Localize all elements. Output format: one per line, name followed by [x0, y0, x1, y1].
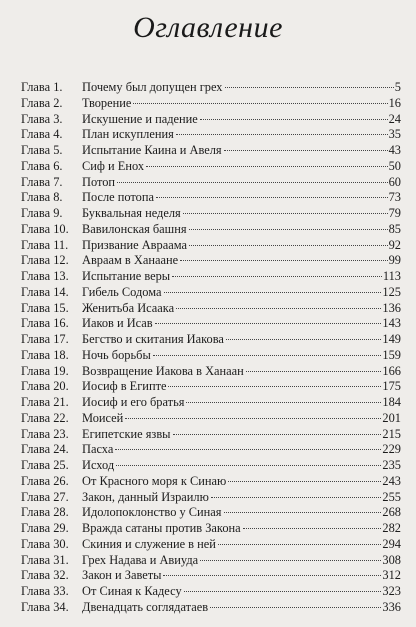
chapter-title: Бегство и скитания Иакова [82, 332, 224, 346]
dot-leader [164, 292, 382, 293]
chapter-label: Глава 30. [21, 536, 69, 551]
dot-leader [180, 260, 388, 261]
dot-leader [117, 182, 388, 183]
page-number: 35 [388, 127, 401, 142]
dot-leader [211, 497, 382, 498]
toc-entry [21, 348, 401, 364]
chapter-label: Глава 21. [21, 395, 69, 409]
toc-entry [21, 442, 401, 458]
toc-entry [21, 112, 401, 128]
page-number: 166 [382, 363, 401, 378]
chapter-title: Вражда сатаны против Закона [82, 521, 241, 535]
dot-leader [210, 607, 381, 608]
chapter-title: Испытание веры [82, 269, 171, 283]
chapter-title: Египетские язвы [82, 426, 171, 441]
page-number: 201 [382, 410, 401, 425]
chapter-label: Глава 17. [21, 332, 69, 346]
dot-leader [189, 245, 388, 246]
toc-entry [21, 301, 401, 317]
toc-entry [21, 96, 401, 112]
chapter-title: Скиния и служение в ней [82, 536, 216, 551]
chapter-label: Глава 33. [21, 584, 69, 598]
chapter-label: Глава 14. [21, 284, 69, 299]
chapter-label: Глава 4. [21, 127, 63, 142]
toc-entry [21, 238, 401, 254]
toc-entry [21, 490, 401, 506]
chapter-label: Глава 32. [21, 568, 69, 583]
chapter-title: Женитьба Исаака [82, 300, 175, 315]
toc-entry [21, 553, 401, 569]
chapter-label: Глава 15. [21, 300, 69, 315]
page-number: 125 [382, 284, 401, 299]
chapter-title: Возвращение Иакова в Ханаан [82, 363, 244, 378]
chapter-label: Глава 20. [21, 379, 69, 394]
toc-entry [21, 127, 401, 143]
chapter-title: Закон и Заветы [82, 568, 162, 583]
dot-leader [125, 418, 381, 419]
chapter-title: После потопа [82, 190, 154, 205]
chapter-title: Буквальная неделя [82, 206, 181, 220]
toc-entry [21, 584, 401, 600]
page-number: 79 [388, 206, 401, 220]
toc-entry [21, 222, 401, 238]
chapter-title: Гибель Содома [82, 284, 162, 299]
page-number: 99 [388, 253, 401, 268]
dot-leader [176, 134, 388, 135]
toc-entry [21, 364, 401, 380]
chapter-label: Глава 8. [21, 190, 63, 205]
chapter-title: Иаков и Исав [82, 316, 153, 331]
page-number: 16 [388, 95, 401, 110]
page-number: 73 [388, 190, 401, 205]
dot-leader [184, 591, 382, 592]
chapter-title: Вавилонская башня [82, 221, 187, 236]
chapter-label: Глава 9. [21, 206, 63, 220]
toc-entry [21, 505, 401, 521]
page-title: Оглавление [133, 11, 283, 44]
dot-leader [155, 323, 382, 324]
chapter-title: Моисей [82, 410, 124, 425]
toc-entry [21, 175, 401, 191]
chapter-title: Идолопоклонство у Синая [82, 505, 222, 520]
chapter-title: Искушение и падение [82, 111, 198, 126]
toc-entry [21, 159, 401, 175]
chapter-title: Авраам в Ханаане [82, 253, 179, 268]
chapter-label: Глава 16. [21, 316, 69, 331]
chapter-title: Творение [82, 95, 132, 110]
toc-entry [21, 332, 401, 348]
toc-entry [21, 537, 401, 553]
chapter-title: Потоп [82, 174, 116, 189]
toc-entry [21, 285, 401, 301]
dot-leader [228, 481, 381, 482]
dot-leader [172, 276, 382, 277]
chapter-label: Глава 31. [21, 552, 69, 567]
page-number: 294 [382, 536, 401, 551]
dot-leader [146, 166, 388, 167]
toc-entry [21, 253, 401, 269]
toc-entry [21, 316, 401, 332]
page-number: 235 [382, 458, 401, 472]
chapter-label: Глава 19. [21, 363, 69, 378]
chapter-label: Глава 2. [21, 95, 63, 110]
chapter-title: Иосиф в Египте [82, 379, 167, 394]
chapter-label: Глава 18. [21, 347, 69, 362]
toc-entry [21, 206, 401, 222]
chapter-title: Призвание Авраама [82, 237, 187, 252]
dot-leader [186, 402, 381, 403]
page-number: 5 [394, 80, 401, 94]
page-number: 243 [382, 473, 401, 488]
page-number: 255 [382, 489, 401, 504]
dot-leader [163, 575, 381, 576]
page-number: 113 [382, 269, 401, 283]
toc-entry [21, 269, 401, 285]
toc-entry [21, 379, 401, 395]
page-number: 336 [382, 599, 401, 614]
toc-entry [21, 568, 401, 584]
dot-leader [225, 87, 394, 88]
chapter-title: План искупления [82, 127, 174, 142]
toc-entry [21, 521, 401, 537]
chapter-label: Глава 27. [21, 489, 69, 504]
toc-entry [21, 458, 401, 474]
chapter-title: Иосиф и его братья [82, 395, 185, 409]
dot-leader [224, 150, 388, 151]
page-number: 268 [382, 505, 401, 520]
chapter-label: Глава 34. [21, 599, 69, 614]
chapter-label: Глава 7. [21, 174, 63, 189]
dot-leader [133, 103, 387, 104]
page-number: 229 [382, 442, 401, 457]
page-number: 159 [382, 347, 401, 362]
toc-entry [21, 143, 401, 159]
chapter-label: Глава 1. [21, 80, 63, 94]
chapter-label: Глава 26. [21, 473, 69, 488]
toc-entry [21, 190, 401, 206]
dot-leader [246, 371, 382, 372]
chapter-title: Сиф и Енох [82, 158, 145, 173]
page-number: 323 [382, 584, 401, 598]
page-number: 92 [388, 237, 401, 252]
toc-entry [21, 411, 401, 427]
chapter-title: Пасха [82, 442, 114, 457]
page-number: 282 [382, 521, 401, 535]
chapter-label: Глава 3. [21, 111, 63, 126]
page-number: 215 [382, 426, 401, 441]
chapter-title: Почему был допущен грех [82, 80, 223, 94]
chapter-label: Глава 12. [21, 253, 69, 268]
page-number: 308 [382, 552, 401, 567]
chapter-label: Глава 29. [21, 521, 69, 535]
dot-leader [200, 119, 388, 120]
chapter-title: Двенадцать соглядатаев [82, 599, 209, 614]
table-of-contents [21, 80, 401, 616]
page-number: 184 [382, 395, 401, 409]
chapter-label: Глава 25. [21, 458, 69, 472]
page-number: 24 [388, 111, 401, 126]
dot-leader [224, 512, 382, 513]
dot-leader [176, 308, 381, 309]
chapter-title: Ночь борьбы [82, 347, 151, 362]
page-number: 136 [382, 300, 401, 315]
chapter-title: Закон, данный Израилю [82, 489, 209, 504]
page-number: 50 [388, 158, 401, 173]
dot-leader [218, 544, 382, 545]
dot-leader [173, 434, 382, 435]
dot-leader [189, 229, 388, 230]
dot-leader [116, 465, 381, 466]
dot-leader [156, 197, 388, 198]
chapter-title: От Красного моря к Синаю [82, 473, 227, 488]
chapter-label: Глава 22. [21, 410, 69, 425]
page-number: 175 [382, 379, 401, 394]
toc-entry [21, 80, 401, 96]
dot-leader [115, 449, 381, 450]
page-number: 149 [382, 332, 401, 346]
chapter-label: Глава 28. [21, 505, 69, 520]
page-number: 143 [382, 316, 401, 331]
dot-leader [226, 339, 382, 340]
dot-leader [243, 528, 382, 529]
page-number: 60 [388, 174, 401, 189]
toc-entry [21, 474, 401, 490]
chapter-title: Исход [82, 458, 115, 472]
toc-entry [21, 427, 401, 443]
page-number: 43 [388, 143, 401, 157]
toc-entry [21, 600, 401, 616]
chapter-title: От Синая к Кадесу [82, 584, 182, 598]
chapter-label: Глава 24. [21, 442, 69, 457]
chapter-label: Глава 10. [21, 221, 69, 236]
dot-leader [168, 386, 381, 387]
page-number: 85 [388, 221, 401, 236]
chapter-label: Глава 11. [21, 237, 69, 252]
page-number: 312 [382, 568, 401, 583]
chapter-title: Грех Надава и Авиуда [82, 552, 199, 567]
chapter-label: Глава 5. [21, 143, 63, 157]
toc-entry [21, 395, 401, 411]
dot-leader [200, 560, 381, 561]
chapter-label: Глава 13. [21, 269, 69, 283]
dot-leader [183, 213, 388, 214]
dot-leader [153, 355, 382, 356]
chapter-title: Испытание Каина и Авеля [82, 143, 222, 157]
chapter-label: Глава 6. [21, 158, 63, 173]
chapter-label: Глава 23. [21, 426, 69, 441]
